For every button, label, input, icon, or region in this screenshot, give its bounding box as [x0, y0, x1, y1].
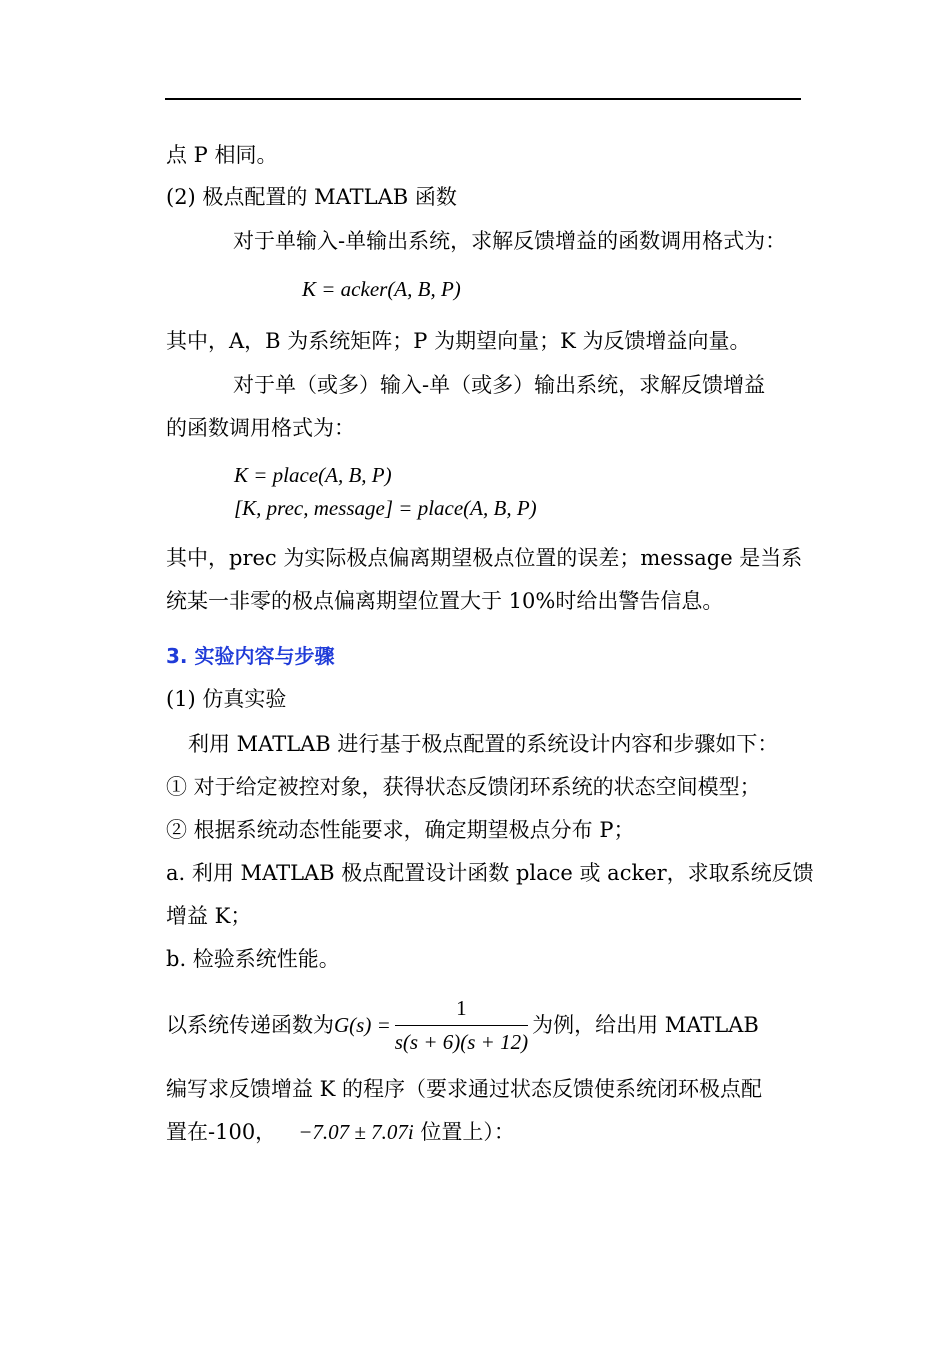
text-fragment: 以系统传递函数为 [166, 1013, 334, 1038]
transfer-function-lhs: G(s) = [334, 1013, 391, 1038]
section-subtitle: (2) 极点配置的 MATLAB 函数 [166, 185, 457, 209]
transfer-function-fraction [395, 996, 528, 1055]
equation-place-full: [K, prec, message] = place(A, B, P) [234, 496, 537, 520]
transfer-function-line [166, 996, 759, 1055]
list-item: b. 检验系统性能。 [166, 947, 340, 971]
fraction-denominator: s(s + 6)(s + 12) [394, 1030, 529, 1055]
list-item: ② 根据系统动态性能要求，确定期望极点分布 P； [166, 818, 635, 842]
text-fragment: 置在-100， [166, 1120, 277, 1144]
text-line: 利用 MATLAB 进行基于极点配置的系统设计内容和步骤如下： [188, 732, 779, 756]
text-line: 对于单（或多）输入-单（或多）输出系统，求解反馈增益 [233, 373, 766, 397]
text-fragment: 为例，给出用 MATLAB [532, 1013, 759, 1038]
text-line-justified [166, 375, 765, 396]
text-line: 其中，A，B 为系统矩阵；P 为期望向量；K 为反馈增益向量。 [166, 329, 751, 353]
header-rule [165, 98, 801, 100]
fraction-numerator: 1 [395, 996, 528, 1026]
section-heading: 3. 实验内容与步骤 [166, 644, 335, 668]
text-line: 编写求反馈增益 K 的程序（要求通过状态反馈使系统闭环极点配 [166, 1077, 763, 1101]
text-line: 的函数调用格式为： [166, 416, 355, 440]
text-line: 其中，prec 为实际极点偏离期望极点位置的误差；message 是当系 [166, 546, 803, 570]
equation-acker: K = acker(A, B, P) [302, 277, 461, 301]
text-line [166, 1122, 515, 1143]
text-line: (1) 仿真实验 [166, 687, 287, 711]
list-item: ① 对于给定被控对象，获得状态反馈闭环系统的状态空间模型； [166, 775, 761, 799]
text-line: 增益 K； [166, 904, 252, 928]
text-fragment: 位置上）： [413, 1120, 515, 1144]
text-line: 点 P 相同。 [166, 143, 278, 167]
list-item: a. 利用 MATLAB 极点配置设计函数 place 或 acker，求取系统反馈 [166, 861, 814, 885]
pole-equation: −7.07 ± 7.07i [298, 1120, 414, 1144]
text-line: 统某一非零的极点偏离期望位置大于 10%时给出警告信息。 [166, 589, 724, 613]
equation-place: K = place(A, B, P) [234, 463, 392, 487]
text-line: 对于单输入-单输出系统，求解反馈增益的函数调用格式为： [233, 229, 787, 253]
